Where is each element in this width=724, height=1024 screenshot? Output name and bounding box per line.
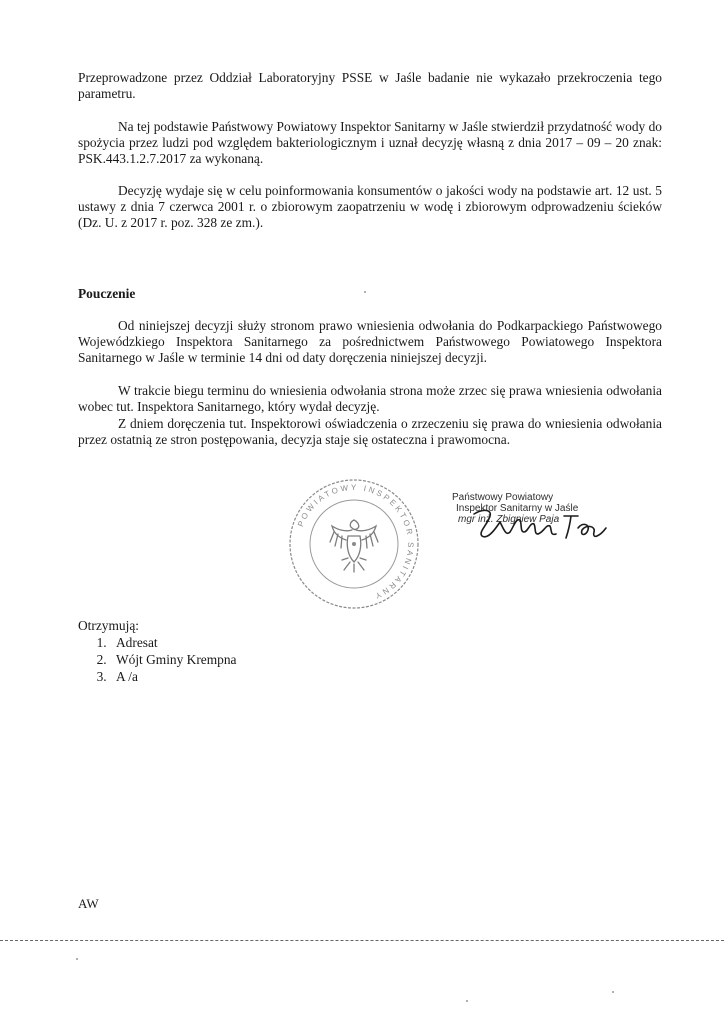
eagle-seal-icon [286,476,422,612]
scan-speck [466,1000,468,1002]
recipient-item: 2. Wójt Gminy Krempna [110,651,237,668]
svg-text:POWIATOWY INSPEKTOR SANITARNY: POWIATOWY INSPEKTOR SANITARNY [296,482,416,602]
official-stamp [286,476,422,612]
paragraph-waiver: W trakcie biegu terminu do wniesienia odwołania strona może zrzec się prawa wniesienia odwołania wobec tut. Inspektora Sanitarnego, który wydał decyzję. [78,383,662,414]
recipients-heading: Otrzymują: [78,618,139,633]
section-heading-pouczenie: Pouczenie [78,286,136,301]
scan-speck [612,991,614,993]
signature-name: mgr inż. Zbigniew Paja [458,514,560,525]
paragraph-test-result: Przeprowadzone przez Oddział Laboratoryjny PSSE w Jaśle badanie nie wykazało przekroczenia tego parametru. [78,70,662,101]
handwritten-signature-icon [470,502,610,550]
recipient-item: 1. Adresat [110,634,237,651]
recipient-item: 3. A /a [110,668,237,685]
paragraph-legal-basis: Decyzję wydaje się w celu poinformowania konsumentów o jakości wody na podstawie art. 12 ust. 5 ustawy z dnia 7 czerwca 2001 r. o zbiorowym zaopatrzeniu w wodę i zbiorowym odprowadzeniu ścieków (Dz. U. z 2017 r. poz. 328 ze zm.). [78,183,662,230]
signature-office: Inspektor Sanitarny w Jaśle [456,503,579,514]
scan-speck [364,291,366,293]
author-initials: AW [78,896,99,911]
paragraph-inspector-decision: Na tej podstawie Państwowy Powiatowy Inspektor Sanitarny w Jaśle stwierdził przydatność wody do spożycia przez ludzi pod względem bakteriologicznym i uznał decyzję własną z dnia 2017 – 09 – 20 znak: PSK.443.1.2.7.2017 za wykonaną. [78,119,662,166]
footer-divider [0,940,724,941]
recipients-list [78,617,237,685]
paragraph-appeal-right: Od niniejszej decyzji służy stronom prawo wniesienia odwołania do Podkarpackiego Państwowego Wojewódzkiego Inspektora Sanitarnego za pośrednictwem Państwowego Powiatowego Inspektora Sanitarnego w Jaśle w terminie 14 dni od daty doręczenia niniejszej decyzji. [78,318,662,365]
signature-block [452,492,622,552]
paragraph-finality: Z dniem doręczenia tut. Inspektorowi oświadczenia o zrzeczeniu się prawa do wniesienia odwołania przez ostatnią ze stron postępowania, decyzja staje się ostateczna i prawomocna. [78,416,662,447]
signature-title: Państwowy Powiatowy [452,492,554,503]
scan-speck [76,958,78,960]
